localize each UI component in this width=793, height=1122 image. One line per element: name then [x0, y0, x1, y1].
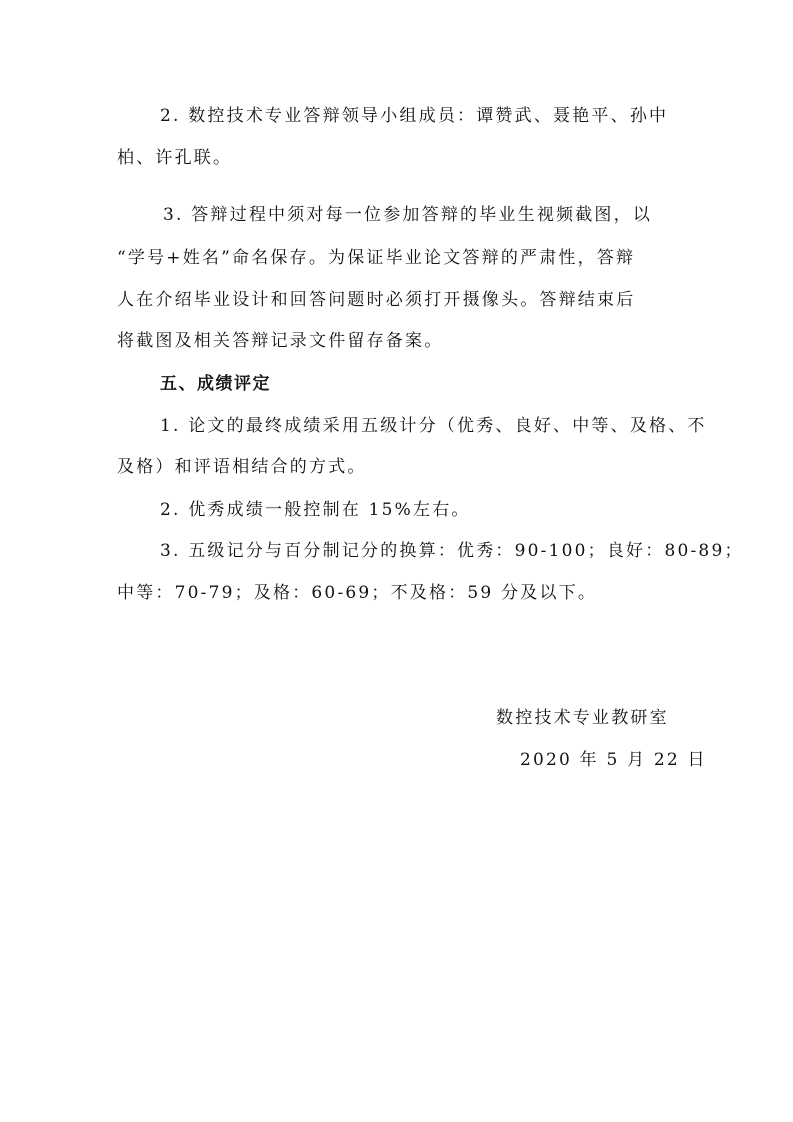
defense-process-line-4: 将截图及相关答辩记录文件留存备案。	[117, 331, 444, 351]
leadership-group-line-1: 2. 数控技术专业答辩领导小组成员：谭赞武、聂艳平、孙中	[160, 106, 669, 126]
defense-process-line-1: 3. 答辩过程中须对每一位参加答辩的毕业生视频截图，以	[163, 205, 653, 225]
grading-rule-2: 2. 优秀成绩一般控制在 15%左右。	[160, 500, 471, 520]
signature-organization: 数控技术专业教研室	[496, 708, 669, 728]
defense-process-line-2: “学号+姓名”命名保存。为保证毕业论文答辩的严肃性，答辩	[117, 248, 636, 268]
defense-process-line-3: 人在介绍毕业设计和回答问题时必须打开摄像头。答辩结束后	[117, 290, 636, 310]
grading-rule-1-line-2: 及格）和评语相结合的方式。	[117, 457, 367, 477]
grading-rule-3-line-2: 中等：70-79；及格：60-69；不及格：59 分及以下。	[117, 583, 598, 603]
grading-rule-3-line-1: 3. 五级记分与百分制记分的换算：优秀：90-100；良好：80-89；	[160, 541, 744, 561]
leadership-group-line-2: 柏、许孔联。	[117, 148, 233, 168]
section-heading-grade-evaluation: 五、成绩评定	[160, 374, 271, 394]
signature-date: 2020 年 5 月 22 日	[520, 750, 707, 770]
grading-rule-1-line-1: 1. 论文的最终成绩采用五级计分（优秀、良好、中等、及格、不	[160, 416, 707, 436]
